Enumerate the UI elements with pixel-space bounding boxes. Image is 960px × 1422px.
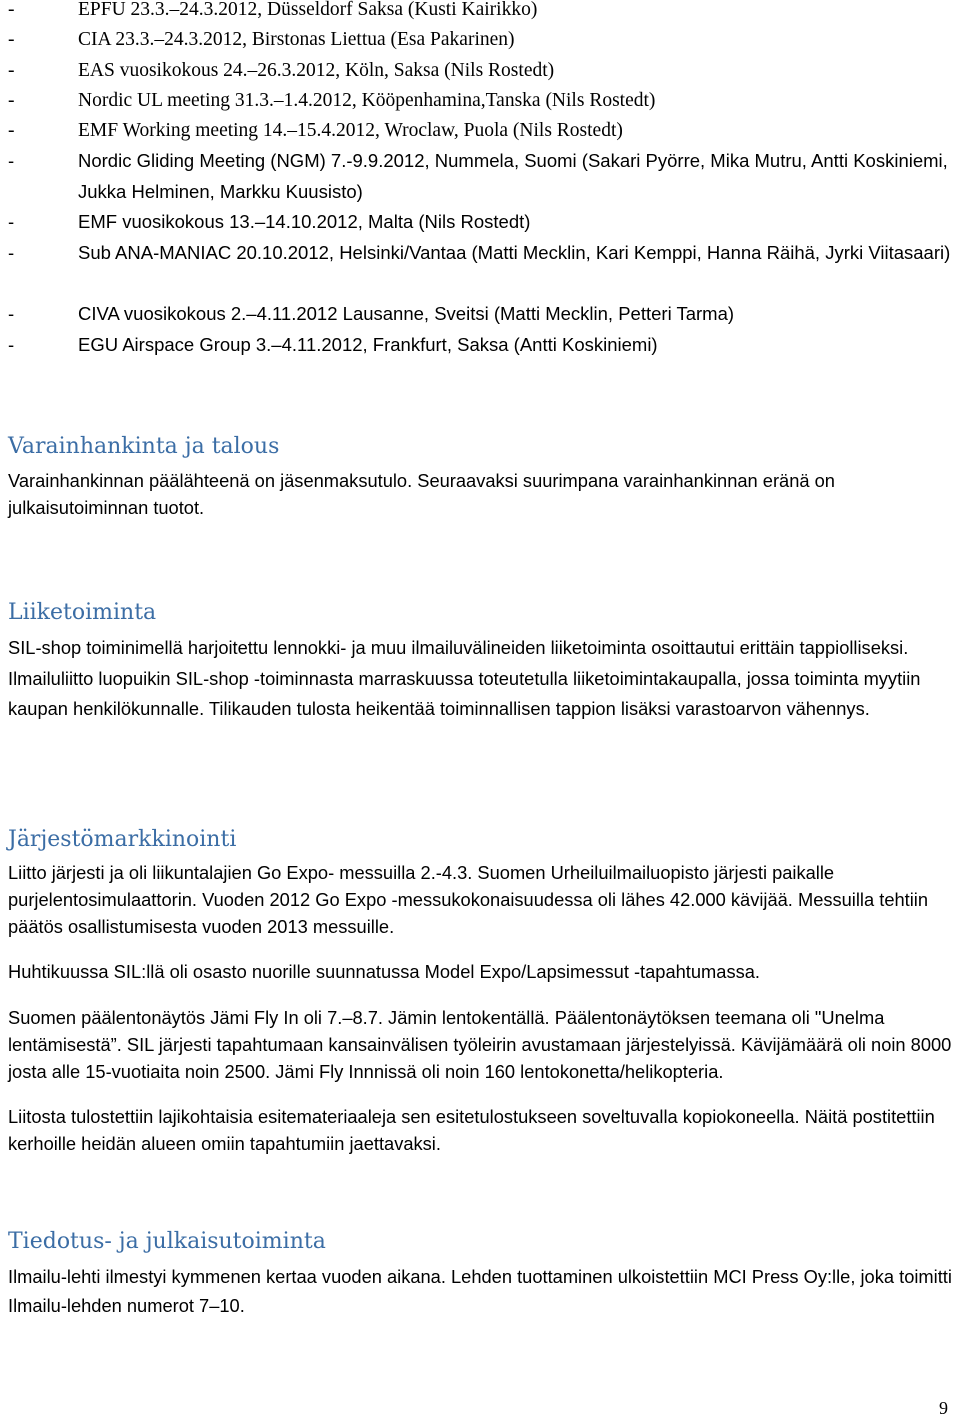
list-item-text: EGU Airspace Group 3.–4.11.2012, Frankfurt, Saksa (Antti Koskiniemi) [78,334,658,355]
list-item [8,299,953,330]
list-item-text: Nordic Gliding Meeting (NGM) 7.-9.9.2012, Nummela, Suomi (Sakari Pyörre, Mika Mutru, Antti Koskiniemi, Jukka Helminen, Markku Kuusisto) [78,150,948,202]
list-dash: - [8,303,15,324]
section-heading-liiketoiminta: Liiketoiminta [8,600,157,625]
paragraph: Huhtikuussa SIL:llä oli osasto nuorille suunnatussa Model Expo/Lapsimessut -tapahtumassa. [8,961,760,982]
paragraph: Ilmailu-lehti ilmestyi kymmenen kertaa vuoden aikana. Lehden tuottaminen ulkoistettiin MCI Press Oy:lle, joka toimitti Ilmailu-lehden numerot 7–10. [8,1266,952,1316]
list-item-text: CIVA vuosikokous 2.–4.11.2012 Lausanne, Sveitsi (Matti Mecklin, Petteri Tarma) [78,303,735,324]
list-item [8,146,953,207]
list-dash: - [8,120,15,141]
list-item-text: EPFU 23.3.–24.3.2012, Düsseldorf Saksa (Kusti Kairikko) [78,0,538,20]
list-dash: - [8,29,15,50]
paragraph: Varainhankinnan päälähteenä on jäsenmaksutulo. Seuraavaksi suurimpana varainhankinnan eränä on julkaisutoiminnan tuotot. [8,470,835,518]
paragraph: Liitto järjesti ja oli liikuntalajien Go Expo- messuilla 2.-4.3. Suomen Urheiluilmailuopisto järjesti paikalle purjelentosimulaattorin. Vuoden 2012 Go Expo -messukokonaisuudessa oli lähes 42.000 kävijää. Messuilla tehtiin päätös osallistumisesta vuoden 2013 messuille. [8,862,929,937]
list-item [8,116,953,147]
paragraph: Suomen päälentonäytös Jämi Fly In oli 7.–8.7. Jämin lentokentällä. Päälentonäytöksen teemana oli "Unelma lentämisestä”. SIL järjesti tapahtumaan kansainvälisen työleirin avustamaan järjestelyissä. Kävijämäärä oli noin 8000 josta alle 15-vuotiaita noin 2500. Jämi Fly Innnissä oli noin 160 lentokonetta/helikopteria. [8,1007,952,1082]
list-dash: - [8,334,15,355]
list-item [8,238,953,269]
list-item [8,25,953,56]
list-item [8,330,953,361]
paragraph: SIL-shop toiminimellä harjoitettu lennokki- ja muu ilmailuvälineiden liiketoiminta osoittautui erittäin tappiolliseksi. Ilmailuliitto luopuikin SIL-shop -toiminnasta marraskuussa toteutetulla liiketoimintakaupalla, jossa toiminta myytiin kaupan henkilökunnalle. Tilikauden tulosta heikentää toiminnallisen tappion lisäksi varastoarvon vähennys. [8,637,921,719]
paragraph: Liitosta tulostettiin lajikohtaisia esitemateriaaleja sen esitetulostukseen soveltuvalla kopiokoneella. Näitä postitettiin kerhoille heidän alueen omiin tapahtumiin jaettavaksi. [8,1106,935,1154]
list-item-text: EAS vuosikokous 24.–26.3.2012, Köln, Saksa (Nils Rostedt) [78,60,555,81]
list-dash: - [8,90,15,111]
list-item [8,86,953,117]
list-item-text: CIA 23.3.–24.3.2012, Birstonas Liettua (Esa Pakarinen) [78,29,515,50]
list-dash: - [8,60,15,81]
section-heading-tiedotus: Tiedotus- ja julkaisutoiminta [8,1229,326,1254]
list-dash: - [8,150,15,171]
list-item-text: Sub ANA-MANIAC 20.10.2012, Helsinki/Vantaa (Matti Mecklin, Kari Kemppi, Hanna Räihä, Jyrki Viitasaari) [78,242,951,263]
list-item [8,56,953,87]
list-dash: - [8,211,15,232]
list-item-text: EMF vuosikokous 13.–14.10.2012, Malta (Nils Rostedt) [78,211,531,232]
list-item-text: EMF Working meeting 14.–15.4.2012, Wroclaw, Puola (Nils Rostedt) [78,120,623,141]
list-item-text: Nordic UL meeting 31.3.–1.4.2012, Kööpenhamina,Tanska (Nils Rostedt) [78,90,656,111]
list-dash: - [8,242,15,263]
section-heading-jarjestomarkkinointi: Järjestömarkkinointi [8,827,237,852]
list-item [8,0,953,26]
list-item [8,207,953,238]
list-dash: - [8,0,15,20]
section-heading-varainhankinta: Varainhankinta ja talous [8,434,280,459]
page-number: 9 [939,1398,948,1418]
